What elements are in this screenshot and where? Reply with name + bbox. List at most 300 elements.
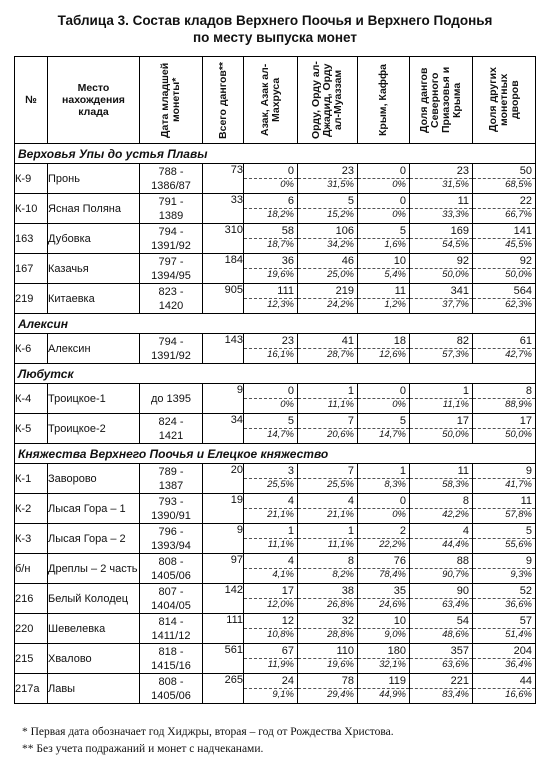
- hoard-place: Дреплы – 2 часть: [48, 554, 140, 584]
- share-north-count: 1: [410, 384, 472, 399]
- date-hijri: 818 -: [158, 645, 184, 658]
- date-ad: 1389: [158, 209, 184, 222]
- azak-percent: 25,5%: [267, 479, 294, 490]
- ordu-count: 78: [298, 674, 357, 689]
- table-row: [15, 224, 536, 254]
- coin-date: [140, 524, 203, 554]
- date-ad: 1404/05: [151, 599, 191, 612]
- crimea-percent: 1,2%: [384, 299, 406, 310]
- share-other-percent: 36,6%: [505, 599, 532, 610]
- date-hijri: 814 -: [158, 615, 184, 628]
- crimea-percent: 32,1%: [379, 659, 406, 670]
- share-north-cell: [410, 464, 473, 494]
- hoard-place: Троицкое-2: [48, 414, 140, 444]
- total-dangs: 20: [203, 464, 244, 494]
- crimea-count: 0: [358, 194, 409, 209]
- azak-count: 67: [244, 644, 297, 659]
- share-north-cell: [410, 494, 473, 524]
- date-ad: 1393/94: [151, 539, 191, 552]
- hoard-place: Дубовка: [48, 224, 140, 254]
- date-ad: 1421: [158, 429, 184, 442]
- hoard-id: 219: [15, 284, 48, 314]
- share-north-count: 357: [410, 644, 472, 659]
- crimea-count: 10: [358, 614, 409, 629]
- date-ad: 1415/16: [151, 659, 191, 672]
- azak-cell: [244, 164, 298, 194]
- ordu-percent: 21,1%: [327, 509, 354, 520]
- table-row: [15, 194, 536, 224]
- table-row: [15, 384, 536, 414]
- total-dangs: 265: [203, 674, 244, 704]
- share-other-cell: [473, 254, 536, 284]
- azak-percent: 16,1%: [267, 349, 294, 360]
- share-north-percent: 48,6%: [442, 629, 469, 640]
- ordu-cell: [298, 554, 358, 584]
- share-north-count: 8: [410, 494, 472, 509]
- share-north-percent: 63,4%: [442, 599, 469, 610]
- share-north-count: 90: [410, 584, 472, 599]
- total-dangs: 142: [203, 584, 244, 614]
- coin-date: [140, 584, 203, 614]
- share-north-percent: 44,4%: [442, 539, 469, 550]
- share-other-percent: 88,9%: [505, 399, 532, 410]
- ordu-count: 5: [298, 194, 357, 209]
- hoard-id: К-4: [15, 384, 48, 414]
- coin-date: [140, 334, 203, 364]
- coin-date: [140, 284, 203, 314]
- share-other-count: 61: [473, 334, 535, 349]
- crimea-count: 5: [358, 414, 409, 429]
- ordu-percent: 25,0%: [327, 269, 354, 280]
- total-dangs: 143: [203, 334, 244, 364]
- table-row: [15, 414, 536, 444]
- azak-percent: 11,1%: [267, 539, 294, 550]
- azak-count: 1: [244, 524, 297, 539]
- hoards-table: [14, 56, 536, 704]
- coin-date: [140, 224, 203, 254]
- crimea-percent: 0%: [392, 209, 406, 220]
- ordu-count: 7: [298, 414, 357, 429]
- hoard-place: Хвалово: [48, 644, 140, 674]
- azak-percent: 12,0%: [267, 599, 294, 610]
- share-other-cell: [473, 644, 536, 674]
- share-other-percent: 55,6%: [505, 539, 532, 550]
- ordu-count: 1: [298, 524, 357, 539]
- share-other-percent: 41,7%: [505, 479, 532, 490]
- coin-date: [140, 194, 203, 224]
- share-north-cell: [410, 164, 473, 194]
- ordu-percent: 15,2%: [327, 209, 354, 220]
- ordu-count: 38: [298, 584, 357, 599]
- azak-cell: [244, 414, 298, 444]
- share-north-percent: 50,0%: [442, 429, 469, 440]
- share-north-cell: [410, 284, 473, 314]
- crimea-count: 2: [358, 524, 409, 539]
- azak-percent: 0%: [280, 399, 294, 410]
- share-other-cell: [473, 494, 536, 524]
- share-other-count: 57: [473, 614, 535, 629]
- crimea-count: 0: [358, 164, 409, 179]
- share-north-percent: 11,1%: [442, 399, 469, 410]
- hoard-id: 220: [15, 614, 48, 644]
- date-ad: 1391/92: [151, 239, 191, 252]
- share-other-count: 52: [473, 584, 535, 599]
- title-line-2: по месту выпуска монет: [192, 30, 357, 45]
- ordu-cell: [298, 414, 358, 444]
- share-other-percent: 42,7%: [505, 349, 532, 360]
- share-north-count: 17: [410, 414, 472, 429]
- table-row: [15, 614, 536, 644]
- share-other-percent: 36,4%: [505, 659, 532, 670]
- azak-cell: [244, 384, 298, 414]
- date-hijri: до 1395: [150, 392, 192, 405]
- date-hijri: 796 -: [158, 525, 184, 538]
- section-row: [15, 314, 536, 334]
- date-hijri: 794 -: [158, 335, 184, 348]
- date-ad: 1387: [158, 479, 184, 492]
- hoard-place: Троицкое-1: [48, 384, 140, 414]
- share-other-count: 50: [473, 164, 535, 179]
- azak-count: 58: [244, 224, 297, 239]
- total-dangs: 9: [203, 524, 244, 554]
- date-ad: 1420: [158, 299, 184, 312]
- hoard-id: К-10: [15, 194, 48, 224]
- share-other-percent: 9,3%: [510, 569, 532, 580]
- crimea-cell: [358, 254, 410, 284]
- section-row: [15, 364, 536, 384]
- crimea-count: 180: [358, 644, 409, 659]
- total-dangs: 111: [203, 614, 244, 644]
- section-row: [15, 444, 536, 464]
- share-north-cell: [410, 584, 473, 614]
- azak-count: 5: [244, 414, 297, 429]
- crimea-cell: [358, 644, 410, 674]
- coin-date: [140, 614, 203, 644]
- crimea-percent: 12,6%: [379, 349, 406, 360]
- hoard-place: Лавы: [48, 674, 140, 704]
- ordu-percent: 31,5%: [327, 179, 354, 190]
- date-ad: 1394/95: [151, 269, 191, 282]
- crimea-count: 1: [358, 464, 409, 479]
- header-num: №: [15, 57, 48, 144]
- ordu-count: 8: [298, 554, 357, 569]
- crimea-cell: [358, 224, 410, 254]
- share-north-percent: 57,3%: [442, 349, 469, 360]
- share-other-percent: 50,0%: [505, 269, 532, 280]
- ordu-count: 32: [298, 614, 357, 629]
- share-north-cell: [410, 644, 473, 674]
- share-north-percent: 31,5%: [442, 179, 469, 190]
- title-line-1: Таблица 3. Состав кладов Верхнего Поочья и Верхнего Подонья: [57, 13, 493, 28]
- share-north-count: 54: [410, 614, 472, 629]
- ordu-count: 41: [298, 334, 357, 349]
- ordu-percent: 20,6%: [327, 429, 354, 440]
- coin-date: [140, 494, 203, 524]
- date-ad: 1405/06: [151, 689, 191, 702]
- hoard-id: 163: [15, 224, 48, 254]
- hoard-id: К-6: [15, 334, 48, 364]
- section-title: Любутск: [15, 364, 536, 384]
- crimea-count: 11: [358, 284, 409, 299]
- ordu-cell: [298, 464, 358, 494]
- crimea-percent: 0%: [392, 399, 406, 410]
- azak-percent: 14,7%: [267, 429, 294, 440]
- ordu-count: 110: [298, 644, 357, 659]
- crimea-cell: [358, 524, 410, 554]
- azak-percent: 19,6%: [267, 269, 294, 280]
- crimea-cell: [358, 334, 410, 364]
- date-hijri: 808 -: [158, 555, 184, 568]
- date-ad: 1411/12: [151, 629, 191, 642]
- hoard-id: К-9: [15, 164, 48, 194]
- share-other-count: 9: [473, 464, 535, 479]
- header-share-north: Доля дангов Северного Приазовья и Крыма: [410, 57, 473, 144]
- azak-percent: 10,8%: [267, 629, 294, 640]
- azak-count: 6: [244, 194, 297, 209]
- ordu-cell: [298, 254, 358, 284]
- share-other-percent: 68,5%: [505, 179, 532, 190]
- share-north-percent: 90,7%: [442, 569, 469, 580]
- azak-percent: 0%: [280, 179, 294, 190]
- ordu-cell: [298, 614, 358, 644]
- ordu-percent: 8,2%: [332, 569, 354, 580]
- crimea-percent: 22,2%: [379, 539, 406, 550]
- table-body: [15, 144, 536, 704]
- azak-cell: [244, 194, 298, 224]
- share-north-count: 221: [410, 674, 472, 689]
- share-other-count: 22: [473, 194, 535, 209]
- share-north-count: 88: [410, 554, 472, 569]
- azak-count: 111: [244, 284, 297, 299]
- ordu-cell: [298, 584, 358, 614]
- share-north-percent: 63,6%: [442, 659, 469, 670]
- hoard-id: 216: [15, 584, 48, 614]
- share-other-count: 92: [473, 254, 535, 269]
- total-dangs: 33: [203, 194, 244, 224]
- crimea-count: 35: [358, 584, 409, 599]
- share-north-count: 82: [410, 334, 472, 349]
- azak-percent: 21,1%: [267, 509, 294, 520]
- crimea-count: 0: [358, 384, 409, 399]
- crimea-cell: [358, 284, 410, 314]
- share-other-count: 9: [473, 554, 535, 569]
- crimea-count: 76: [358, 554, 409, 569]
- coin-date: [140, 554, 203, 584]
- share-north-percent: 37,7%: [442, 299, 469, 310]
- azak-percent: 18,2%: [267, 209, 294, 220]
- share-other-percent: 50,0%: [505, 429, 532, 440]
- azak-cell: [244, 644, 298, 674]
- azak-cell: [244, 614, 298, 644]
- table-row: [15, 674, 536, 704]
- crimea-cell: [358, 164, 410, 194]
- ordu-percent: 28,8%: [327, 629, 354, 640]
- ordu-percent: 11,1%: [327, 399, 354, 410]
- hoard-id: б/н: [15, 554, 48, 584]
- share-north-count: 4: [410, 524, 472, 539]
- azak-cell: [244, 674, 298, 704]
- coin-date: [140, 254, 203, 284]
- share-other-count: 8: [473, 384, 535, 399]
- header-total: Всего дангов**: [203, 57, 244, 144]
- hoard-place: Казачья: [48, 254, 140, 284]
- share-other-percent: 45,5%: [505, 239, 532, 250]
- share-other-cell: [473, 524, 536, 554]
- ordu-percent: 25,5%: [327, 479, 354, 490]
- date-hijri: 791 -: [158, 195, 184, 208]
- share-north-cell: [410, 524, 473, 554]
- share-other-cell: [473, 674, 536, 704]
- share-north-count: 92: [410, 254, 472, 269]
- azak-cell: [244, 494, 298, 524]
- date-hijri: 823 -: [158, 285, 184, 298]
- azak-percent: 11,9%: [267, 659, 294, 670]
- share-other-percent: 16,6%: [505, 689, 532, 700]
- header-place: Место нахождения клада: [48, 57, 140, 144]
- total-dangs: 97: [203, 554, 244, 584]
- share-other-percent: 66,7%: [505, 209, 532, 220]
- share-north-count: 23: [410, 164, 472, 179]
- share-other-count: 204: [473, 644, 535, 659]
- crimea-count: 119: [358, 674, 409, 689]
- share-other-cell: [473, 334, 536, 364]
- section-title: Алексин: [15, 314, 536, 334]
- section-row: [15, 144, 536, 164]
- share-other-count: 5: [473, 524, 535, 539]
- hoard-place: Ясная Поляна: [48, 194, 140, 224]
- azak-percent: 9,1%: [272, 689, 294, 700]
- share-other-cell: [473, 384, 536, 414]
- crimea-cell: [358, 414, 410, 444]
- header-row: [15, 57, 536, 144]
- crimea-cell: [358, 584, 410, 614]
- ordu-count: 7: [298, 464, 357, 479]
- ordu-percent: 28,7%: [327, 349, 354, 360]
- azak-cell: [244, 524, 298, 554]
- crimea-percent: 8,3%: [384, 479, 406, 490]
- ordu-count: 1: [298, 384, 357, 399]
- hoard-id: 167: [15, 254, 48, 284]
- header-azak: Азак, Азак ал-Махруса: [244, 57, 298, 144]
- hoard-place: Заворово: [48, 464, 140, 494]
- hoard-place: Белый Колодец: [48, 584, 140, 614]
- ordu-percent: 34,2%: [327, 239, 354, 250]
- azak-count: 4: [244, 554, 297, 569]
- azak-percent: 18,7%: [267, 239, 294, 250]
- hoard-place: Шевелевка: [48, 614, 140, 644]
- crimea-count: 18: [358, 334, 409, 349]
- coin-date: [140, 384, 203, 414]
- table-row: [15, 334, 536, 364]
- table-title: [0, 12, 550, 46]
- section-title: Княжества Верхнего Поочья и Елецкое княжество: [15, 444, 536, 464]
- share-north-count: 341: [410, 284, 472, 299]
- hoard-id: К-3: [15, 524, 48, 554]
- share-other-cell: [473, 414, 536, 444]
- date-ad: 1391/92: [151, 349, 191, 362]
- total-dangs: 34: [203, 414, 244, 444]
- date-hijri: 793 -: [158, 495, 184, 508]
- total-dangs: 19: [203, 494, 244, 524]
- share-other-count: 11: [473, 494, 535, 509]
- date-hijri: 789 -: [158, 465, 184, 478]
- azak-cell: [244, 284, 298, 314]
- azak-count: 12: [244, 614, 297, 629]
- crimea-percent: 14,7%: [379, 429, 406, 440]
- azak-cell: [244, 334, 298, 364]
- share-other-cell: [473, 464, 536, 494]
- table-row: [15, 254, 536, 284]
- ordu-cell: [298, 334, 358, 364]
- date-hijri: 824 -: [158, 415, 184, 428]
- date-hijri: 797 -: [158, 255, 184, 268]
- share-other-count: 141: [473, 224, 535, 239]
- coin-date: [140, 164, 203, 194]
- ordu-cell: [298, 224, 358, 254]
- ordu-percent: 19,6%: [327, 659, 354, 670]
- ordu-percent: 26,8%: [327, 599, 354, 610]
- table-row: [15, 464, 536, 494]
- table-row: [15, 164, 536, 194]
- date-hijri: 808 -: [158, 675, 184, 688]
- date-hijri: 794 -: [158, 225, 184, 238]
- ordu-count: 46: [298, 254, 357, 269]
- ordu-count: 219: [298, 284, 357, 299]
- hoard-id: 217а: [15, 674, 48, 704]
- total-dangs: 310: [203, 224, 244, 254]
- footnote-2: ** Без учета подражаний и монет с надчеканами.: [22, 743, 264, 755]
- azak-count: 36: [244, 254, 297, 269]
- hoard-id: К-1: [15, 464, 48, 494]
- azak-count: 0: [244, 384, 297, 399]
- coin-date: [140, 414, 203, 444]
- date-ad: 1390/91: [151, 509, 191, 522]
- share-north-cell: [410, 554, 473, 584]
- crimea-count: 0: [358, 494, 409, 509]
- total-dangs: 73: [203, 164, 244, 194]
- total-dangs: 905: [203, 284, 244, 314]
- ordu-cell: [298, 644, 358, 674]
- azak-count: 24: [244, 674, 297, 689]
- total-dangs: 9: [203, 384, 244, 414]
- hoard-place: Лысая Гора – 2: [48, 524, 140, 554]
- crimea-percent: 24,6%: [379, 599, 406, 610]
- azak-count: 17: [244, 584, 297, 599]
- table-row: [15, 524, 536, 554]
- crimea-percent: 44,9%: [379, 689, 406, 700]
- crimea-percent: 9,0%: [384, 629, 406, 640]
- coin-date: [140, 644, 203, 674]
- crimea-percent: 0%: [392, 179, 406, 190]
- share-north-cell: [410, 254, 473, 284]
- ordu-percent: 24,2%: [327, 299, 354, 310]
- crimea-count: 10: [358, 254, 409, 269]
- crimea-count: 5: [358, 224, 409, 239]
- header-crimea: Крым, Каффа: [358, 57, 410, 144]
- footnote-1: * Первая дата обозначает год Хиджры, вторая – год от Рождества Христова.: [22, 726, 394, 738]
- share-other-count: 44: [473, 674, 535, 689]
- share-north-cell: [410, 674, 473, 704]
- azak-count: 3: [244, 464, 297, 479]
- share-other-cell: [473, 224, 536, 254]
- crimea-percent: 78,4%: [379, 569, 406, 580]
- share-north-percent: 54,5%: [442, 239, 469, 250]
- coin-date: [140, 464, 203, 494]
- share-north-cell: [410, 384, 473, 414]
- crimea-percent: 5,4%: [384, 269, 406, 280]
- share-north-count: 169: [410, 224, 472, 239]
- total-dangs: 184: [203, 254, 244, 284]
